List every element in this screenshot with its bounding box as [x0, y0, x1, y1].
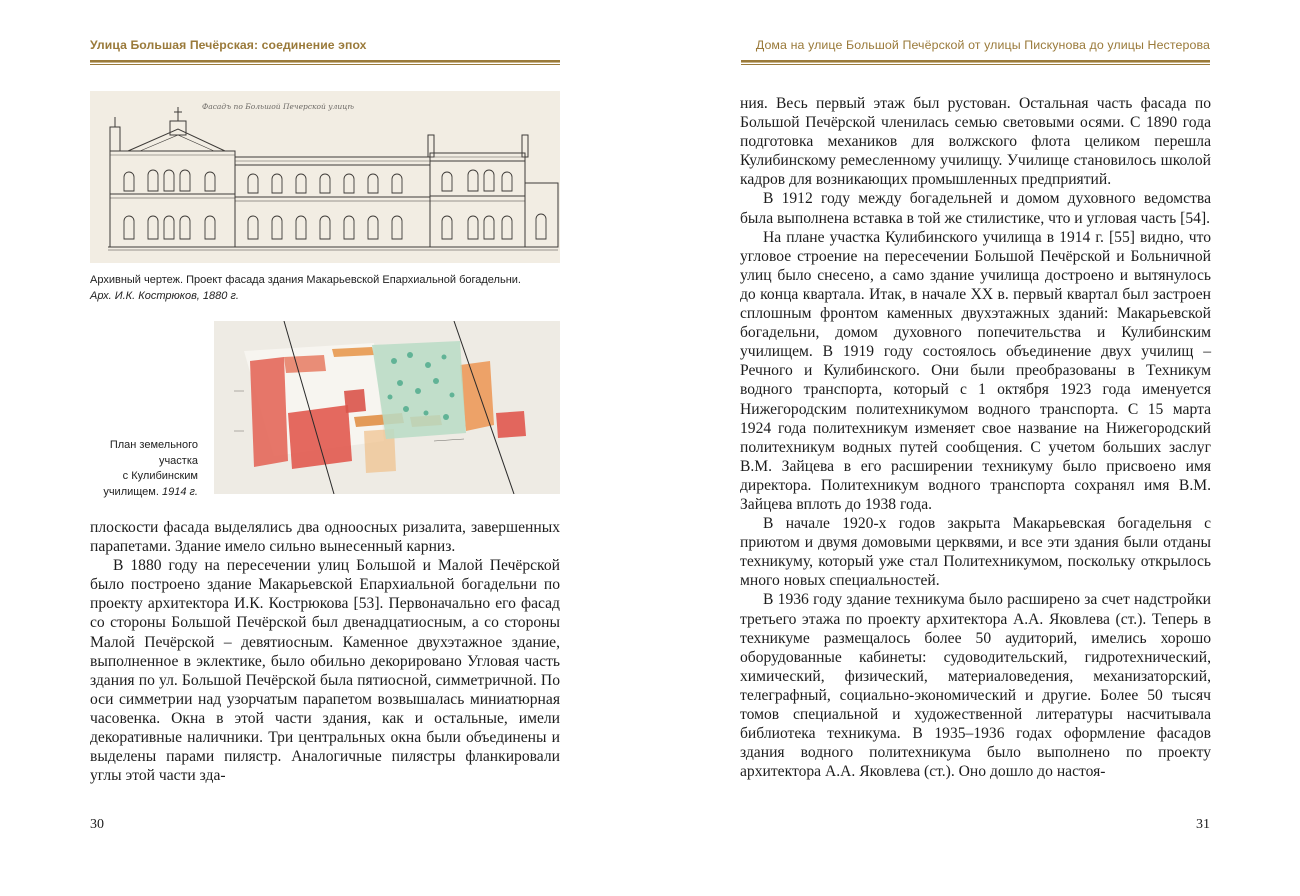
site-plan-caption [90, 438, 198, 500]
paragraph: В 1880 году на пересечении улиц Большой и Малой Печёрской было построено здание Макарьевской Епархиальной богадельни по проекту архитектора И.К. Кострюкова [53]. Первоначально его фасад со стороны Большой Печёрской был двенадцатиосным, а со стороны Малой Печёрской – девятиосным. Каменное двухэтажное здание, выполненное в эклектике, было обильно декорировано Угловая часть здания по ул. Большой Печёрской была пятиосной, симметричной. По оси симметрии над узорчатым парапетом возвышалась миниатюрная часовенка. Окна в этой части здания, как и остальные, имели декоративные наличники. Три центральных окна были объединены и выделены парами пилястр. Аналогичные пилястры фланкировали углы этой части зда- [90, 557, 560, 785]
page-number-right: 31 [1196, 817, 1210, 832]
site-plan-figure [214, 321, 560, 494]
page-number-left: 30 [90, 817, 104, 832]
header-rule-left [90, 60, 560, 63]
site-plan-caption-line: План земельного [109, 439, 198, 451]
facade-caption [90, 273, 570, 304]
paragraph: ния. Весь первый этаж был рустован. Остальная часть фасада по Большой Печёрской членилась семью световыми осями. С 1890 года подготовка механиков для волжского флота целиком перешла Кулибинскому ремесленному училищу. Училище становилось школой кадров для возникающих промышленных предприятий. [740, 95, 1211, 189]
site-plan-caption-line: участка [158, 454, 198, 467]
site-plan-caption-line: с Кулибинским [122, 470, 198, 482]
site-plan-drawing [214, 321, 560, 494]
running-head-left: Улица Большая Печёрская: соединение эпох [90, 38, 367, 52]
paragraph: плоскости фасада выделялись два одноосных ризалита, завершенных парапетами. Здание имело сильно вынесенный карниз. [90, 519, 560, 556]
right-page [650, 0, 1300, 896]
header-rule-right [741, 60, 1210, 63]
facade-caption-text: Архивный чертеж. Проект фасада здания Макарьевской Епархиальной богадельни. [90, 274, 521, 286]
facade-drawing-figure [90, 91, 560, 263]
facade-drawing [90, 91, 560, 263]
left-body-text [90, 518, 560, 785]
facade-caption-author: Арх. И.К. Кострюков, 1880 г. [90, 289, 239, 302]
site-plan-caption-year: 1914 г. [161, 485, 198, 498]
right-body-text [740, 94, 1211, 781]
paragraph: В 1912 году между богадельней и домом духовного ведомства была выполнена вставка в той же стилистике, что и угловая часть [54]. [740, 190, 1211, 227]
paragraph: На плане участка Кулибинского училища в 1914 г. [55] видно, что угловое строение на пересечении Большой Печёрской и Больничной улиц было снесено, а само здание училища достроено и вытянулось до конца квартала. Итак, в начале XX в. первый квартал был застроен сплошным фронтом каменных двухэтажных зданий: Макарьевской богадельни, домом духовного попечительства и Кулибинским училищем. В 1919 году состоялось объединение двух училищ – Речного и Кулибинского. Они были преобразованы в Техникум водного транспорта, который с 1 октября 1923 года именуется Нижегородским политехникумом водного транспорта. С 15 марта 1924 года политехникум изменяет свое название на Нижегородский политехникум водных путей сообщения. С учетом больших заслуг В.М. Зайцева в его расширении техникуму было присвоено имя директора. Политехникум водного транспорта сохранял имя В.М. Зайцева вплоть до 1938 года. [740, 228, 1211, 513]
site-plan-caption-line: училищем. [103, 485, 159, 498]
paragraph: В начале 1920-х годов закрыта Макарьевская богадельня с приютом и двумя домовыми церквями, и все эти здания были отданы техникуму, который уже стал Политехникумом, поскольку открылось много новых специальностей. [740, 515, 1211, 590]
running-head-right: Дома на улице Большой Печёрской от улицы Пискунова до улицы Нестерова [755, 38, 1210, 52]
drawing-inscription: Фасадъ по Большой Печерской улицѣ [202, 102, 355, 111]
paragraph: В 1936 году здание техникума было расширено за счет надстройки третьего этажа по проекту архитектора А.А. Яковлева (ст.). Теперь в техникуме размещалось более 50 аудиторий, имелись хорошо оборудованные кабинеты: судоводительский, гидротехнический, химический, физический, материаловедения, механизаторский, телеграфный, социально-экономический и другие. Более 50 тысяч томов специальной и художественной литературы насчитывала библиотека техникума. В 1935–1936 годах оформление фасадов здания водного политехникума было выполнено по проекту архитектора А.А. Яковлева (ст.). Оно дошло до настоя- [740, 591, 1211, 781]
